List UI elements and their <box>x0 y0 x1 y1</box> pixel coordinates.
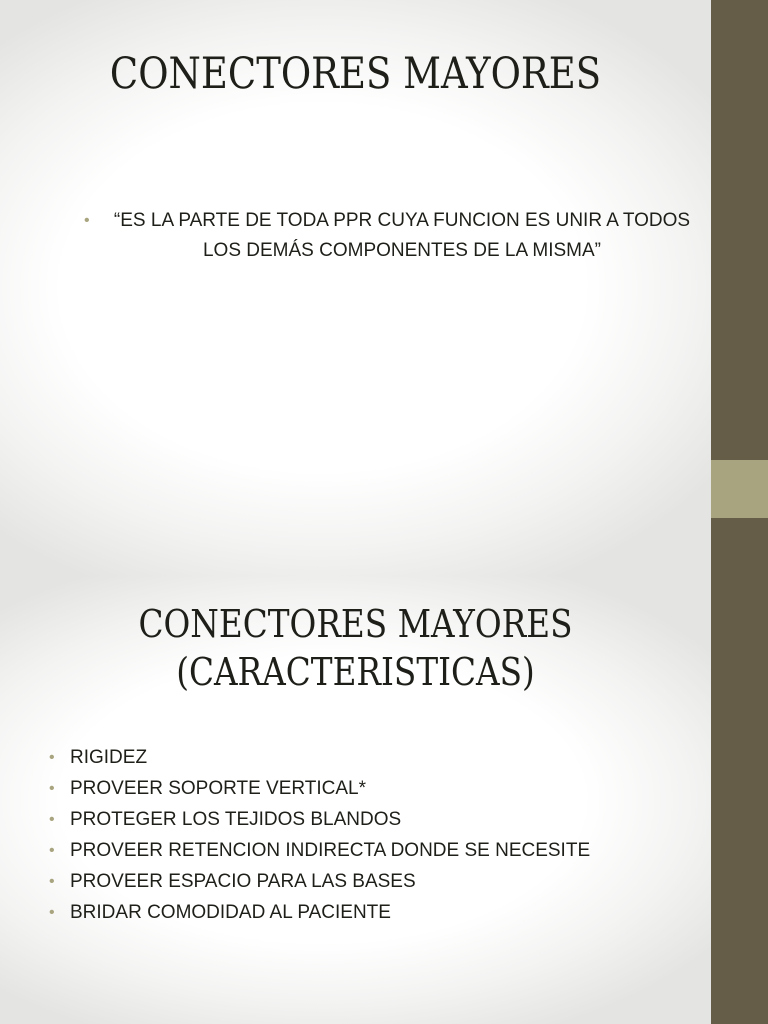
bullet-item <box>46 835 686 866</box>
bullet-dot-icon: • <box>49 873 55 890</box>
bullet-item <box>84 206 704 266</box>
bullet-item <box>46 773 686 804</box>
bullet-item <box>46 804 686 835</box>
bullet-dot-icon: • <box>49 811 55 828</box>
bullet-dot-icon: • <box>84 212 90 229</box>
bullet-list <box>84 206 704 266</box>
bullet-item <box>46 742 686 773</box>
bullet-text: PROTEGER LOS TEJIDOS BLANDOS <box>70 809 402 830</box>
slide-title-line: CONECTORES MAYORES <box>109 49 602 99</box>
bullet-item <box>46 897 686 928</box>
bullet-dot-icon: • <box>49 780 55 797</box>
slide-2 <box>0 576 768 1024</box>
slide-side-bar <box>711 576 768 1024</box>
side-bar-accent-block <box>711 460 768 518</box>
bullet-text: “ES LA PARTE DE TODA PPR CUYA FUNCION ES UNIR A TODOS LOS DEMÁS COMPONENTES DE LA MISMA” <box>113 210 691 261</box>
slide-title <box>50 600 661 696</box>
bullet-dot-icon: • <box>49 749 55 766</box>
bullet-text: RIGIDEZ <box>70 747 148 768</box>
bullet-list <box>46 742 686 928</box>
slide-title-line: (CARACTERISTICAS) <box>176 650 535 694</box>
bullet-text: PROVEER RETENCION INDIRECTA DONDE SE NECESITE <box>70 840 591 861</box>
slide-title <box>50 44 661 104</box>
bullet-text: PROVEER ESPACIO PARA LAS BASES <box>70 871 416 892</box>
bullet-text: PROVEER SOPORTE VERTICAL* <box>70 778 366 799</box>
bullet-dot-icon: • <box>49 842 55 859</box>
slide-title-line: CONECTORES MAYORES <box>138 602 573 646</box>
bullet-item <box>46 866 686 897</box>
bullet-dot-icon: • <box>49 904 55 921</box>
bullet-text: BRIDAR COMODIDAD AL PACIENTE <box>70 902 391 923</box>
slide-side-bar <box>711 0 768 576</box>
